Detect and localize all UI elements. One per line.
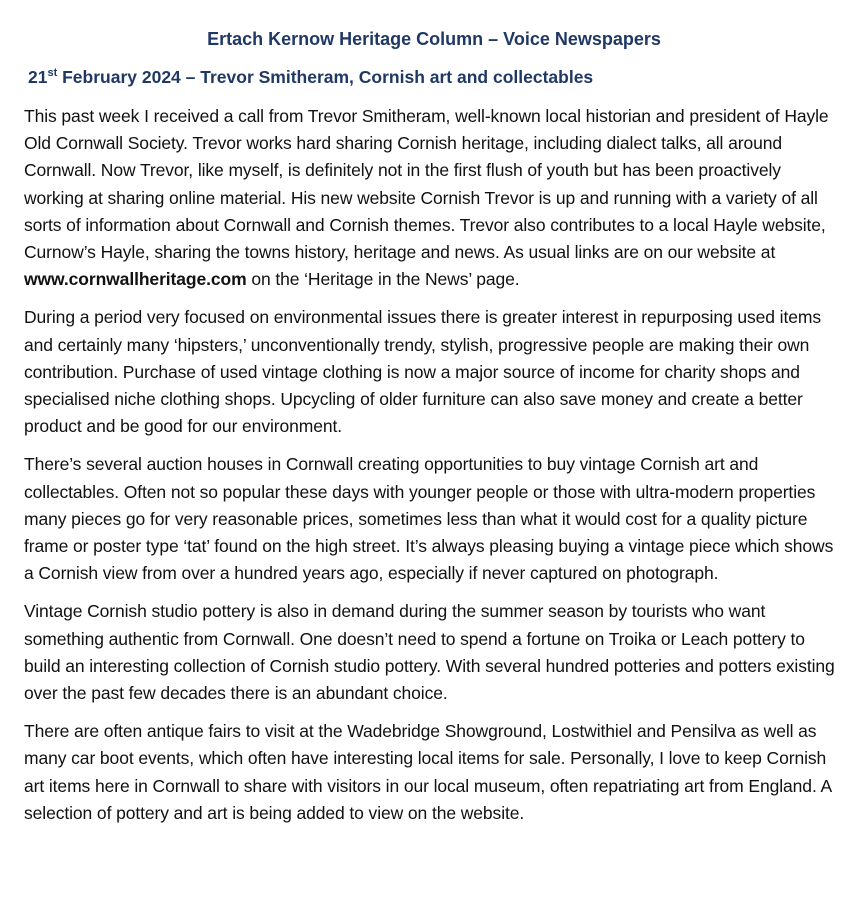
paragraph-5: There are often antique fairs to visit at the Wadebridge Showground, Lostwithiel and Pensilva as well as many car boot events, which often have interesting local items for sale. Personally, I love to keep Cornish art items here in Cornwall to share with visitors in our local museum, often repatriating art from England. A selection of pottery and art is being added to view on the website. [24,721,832,823]
article-date-title [28,65,844,89]
date-day: 21 [28,67,48,87]
column-title: Ertach Kernow Heritage Column – Voice Newspapers [207,29,661,49]
paragraph-1-tail: on the ‘Heritage in the News’ page. [246,269,520,290]
date-suffix: st [47,67,58,79]
paragraph-1 [24,103,844,293]
paragraph-2: During a period very focused on environmental issues there is greater interest in repurposing used items and certainly many ‘hipsters,’ unconventionally trendy, stylish, progressive people are making their own contribution. Purchase of used vintage clothing is now a major source of income for charity shops and specialised niche clothing shops. Upcycling of older furniture can also save money and create a better product and be good for our environment. [24,307,821,437]
paragraph-4: Vintage Cornish studio pottery is also in demand during the summer season by tourists who want something authentic from Cornwall. One doesn’t need to spend a fortune on Troika or Leach pottery to build an interesting collection of Cornish studio pottery. With several hundred potteries and potters existing over the past few decades there is an abundant choice. [24,601,835,704]
date-rest: February 2024 – Trevor Smitheram, Cornish art and collectables [57,67,594,87]
website-link[interactable]: www.cornwallheritage.com [24,269,247,290]
paragraph-1-text: This past week I received a call from Trevor Smitheram, well-known local historian and president of Hayle Old Cornwall Society. Trevor works hard sharing Cornish heritage, including dialect talks, all around Cornwall. Now Trevor, like myself, is definitely not in the first flush of youth but has been proactively working at sharing online material. His new website Cornish Trevor is up and running with a variety of all sorts of information about Cornwall and Cornish themes. Trevor also contributes to a local Hayle website, Curnow’s Hayle, sharing the towns history, heritage and news. As usual links are on our website at [24,106,829,263]
article-body [24,103,844,827]
paragraph-3: There’s several auction houses in Cornwall creating opportunities to buy vintage Cornish art and collectables. Often not so popular these days with younger people or those with ultra-modern properties many pieces go for very reasonable prices, sometimes less than what it would cost for a quality picture frame or poster type ‘tat’ found on the high street. It’s always pleasing buying a vintage piece which shows a Cornish view from over a hundred years ago, especially if never captured on photograph. [24,454,834,584]
